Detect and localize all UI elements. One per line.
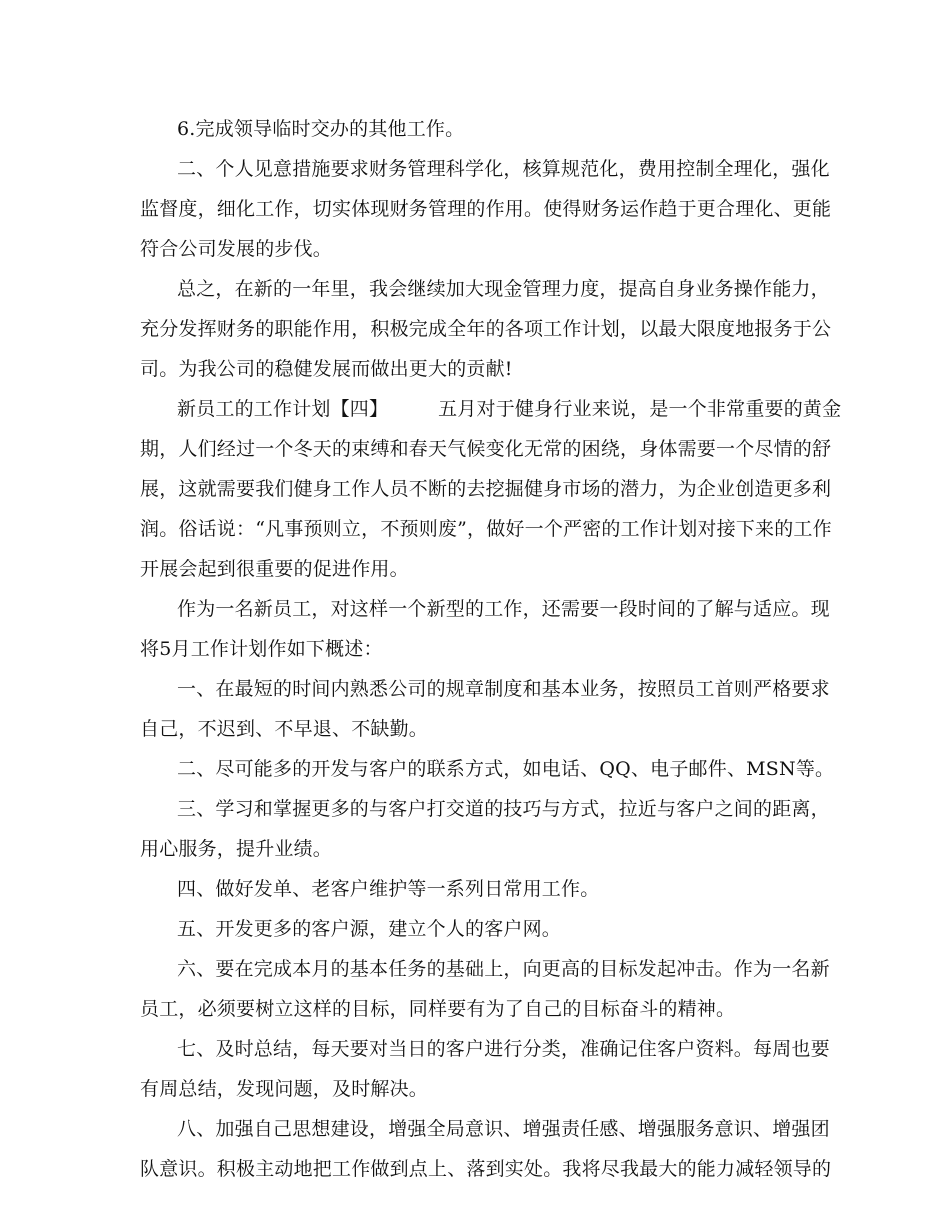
text-line: 五、开发更多的客户源，建立个人的客户网。 xyxy=(177,918,562,940)
text-line: 自己，不迟到、不早退、不缺勤。 xyxy=(140,718,429,740)
text-line: 六、要在完成本月的基本任务的基础上，向更高的目标发起冲击。作为一名新 xyxy=(177,958,830,980)
text-line: 润。俗话说：“凡事预则立，不预则废”，做好一个严密的工作计划对接下来的工作 xyxy=(140,518,832,540)
text-line: 新员工的工作计划【四】 五月对于健身行业来说，是一个非常重要的黄金 xyxy=(177,398,842,420)
text-line: 七、及时总结，每天要对当日的客户进行分类，准确记住客户资料。每周也要 xyxy=(177,1038,830,1060)
text-line: 三、学习和掌握更多的与客户打交道的技巧与方式，拉近与客户之间的距离， xyxy=(177,798,830,820)
text-line: 用心服务，提升业绩。 xyxy=(140,838,333,860)
text-line: 员工，必须要树立这样的目标，同样要有为了自己的目标奋斗的精神。 xyxy=(140,998,736,1020)
text-line: 监督度，细化工作，切实体现财务管理的作用。使得财务运作趋于更合理化、更能 xyxy=(140,198,832,220)
text-line: 开展会起到很重要的促进作用。 xyxy=(140,558,409,580)
text-line: 总之，在新的一年里，我会继续加大现金管理力度，提高自身业务操作能力， xyxy=(177,278,830,300)
text-line: 有周总结，发现问题，及时解决。 xyxy=(140,1078,429,1100)
text-line: 一、在最短的时间内熟悉公司的规章制度和基本业务，按照员工首则严格要求 xyxy=(177,678,830,700)
text-line: 二、个人见意措施要求财务管理科学化，核算规范化，费用控制全理化，强化 xyxy=(177,158,830,180)
text-line: 四、做好发单、老客户维护等一系列日常用工作。 xyxy=(177,878,600,900)
text-line: 充分发挥财务的职能作用，积极完成全年的各项工作计划，以最大限度地报务于公 xyxy=(140,318,832,340)
text-line: 将5月工作计划作如下概述： xyxy=(140,638,383,660)
text-line: 队意识。积极主动地把工作做到点上、落到实处。我将尽我最大的能力减轻领导的 xyxy=(140,1158,832,1180)
text-line: 作为一名新员工，对这样一个新型的工作，还需要一段时间的了解与适应。现 xyxy=(177,598,830,620)
text-line: 八、加强自己思想建设，增强全局意识、增强责任感、增强服务意识、增强团 xyxy=(177,1118,830,1140)
text-line: 二、尽可能多的开发与客户的联系方式，如电话、QQ、电子邮件、MSN等。 xyxy=(177,758,835,780)
text-line: 6.完成领导临时交办的其他工作。 xyxy=(177,118,465,140)
text-line: 期，人们经过一个冬天的束缚和春天气候变化无常的困绕，身体需要一个尽情的舒 xyxy=(140,438,832,460)
text-line: 符合公司发展的步伐。 xyxy=(140,238,333,260)
text-line: 司。为我公司的稳健发展而做出更大的贡献! xyxy=(140,358,513,380)
text-line: 展，这就需要我们健身工作人员不断的去挖掘健身市场的潜力，为企业创造更多利 xyxy=(140,478,832,500)
